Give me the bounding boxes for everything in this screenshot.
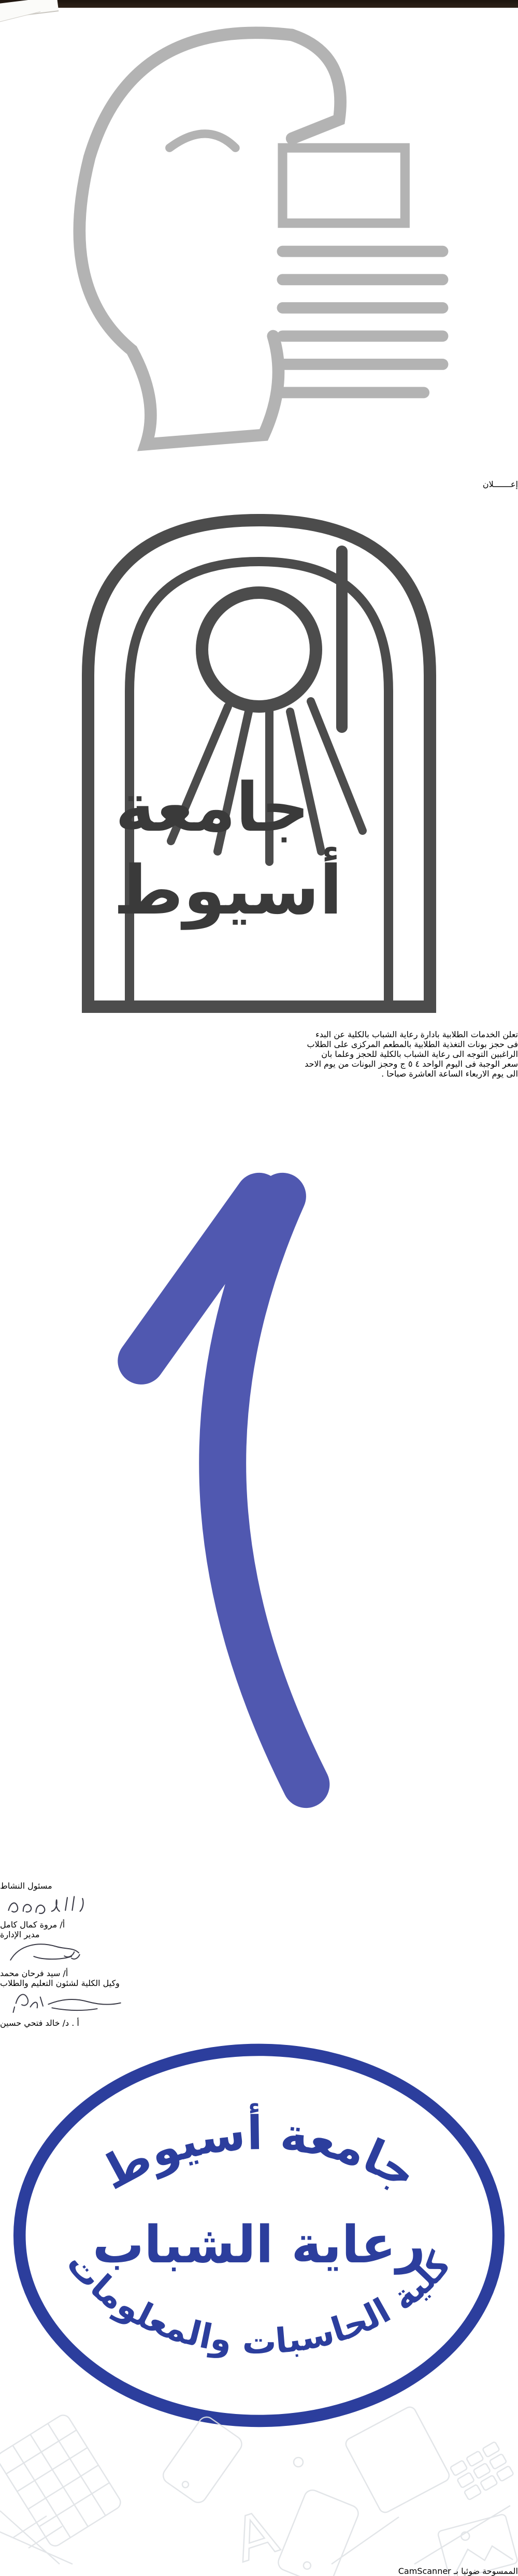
signature-scribble-marwa — [0, 1891, 98, 1918]
body-line-1: تعلن الخدمات الطلابية بادارة رعاية الشباب بالكلية عن البدء — [315, 1029, 518, 1040]
body-line-2: فى حجز بونات التغذية الطلابية بالمطعم المركزى على الطلاب — [307, 1039, 518, 1050]
body-line-5: الى يوم الاربعاء الساعة العاشرة صباحا . — [381, 1069, 518, 1079]
pen-mark — [0, 1079, 518, 1878]
signature-block-director — [0, 1930, 518, 1978]
signature-role: مدير الإدارة — [0, 1929, 40, 1939]
university-logo-text-line1: جامعة — [115, 768, 310, 847]
signature-scribble-khaled — [0, 1988, 135, 2016]
faculty-head-logo — [0, 7, 518, 477]
camscanner-watermark-text: الممسوحة ضوئيا بـ CamScanner — [398, 2566, 518, 2576]
signature-scribble-sayed — [0, 1939, 104, 1966]
svg-text:A: A — [225, 2497, 286, 2576]
announcement-body — [0, 1029, 518, 1079]
body-line-4: سعر الوجبة فى اليوم الواحد ٤ ٥ ج وحجز البونات من يوم الاحد — [305, 1059, 518, 1069]
signature-name: أ/ مروة كمال كامل — [0, 1919, 65, 1930]
stamp-text-top: جامعة أسيوط — [92, 2106, 427, 2201]
signature-role: مسئول النشاط — [0, 1880, 52, 1891]
stamp-text-middle: رعاية الشباب — [92, 2215, 426, 2275]
university-logo-text-line2: أسيوط — [113, 851, 342, 930]
signature-name: أ/ سيد فرحان محمد — [0, 1968, 68, 1978]
signature-name: أ . د/ خالد فتحي حسين — [0, 2018, 79, 2028]
svg-text:جامعة أسيوط — [93, 2103, 427, 2201]
assiut-university-logo — [0, 489, 518, 1027]
signature-block-vice-dean — [0, 1978, 518, 2028]
stamp-text-bottom: كلية الحاسبات والمعلومات — [59, 2244, 459, 2362]
body-line-3: الراغبين التوجه الى رعاية الشباب بالكلية للحجز وعلما بان — [321, 1049, 518, 1059]
announcement-title: إعـــــــلان — [482, 479, 518, 490]
signature-block-activity-officer — [0, 1881, 518, 1930]
scan-background-edge — [0, 0, 518, 8]
official-stamp — [0, 2028, 518, 2443]
signature-role: وكيل الكلية لشئون التعليم والطلاب — [0, 1978, 120, 1988]
camscanner-footer — [0, 2445, 518, 2576]
